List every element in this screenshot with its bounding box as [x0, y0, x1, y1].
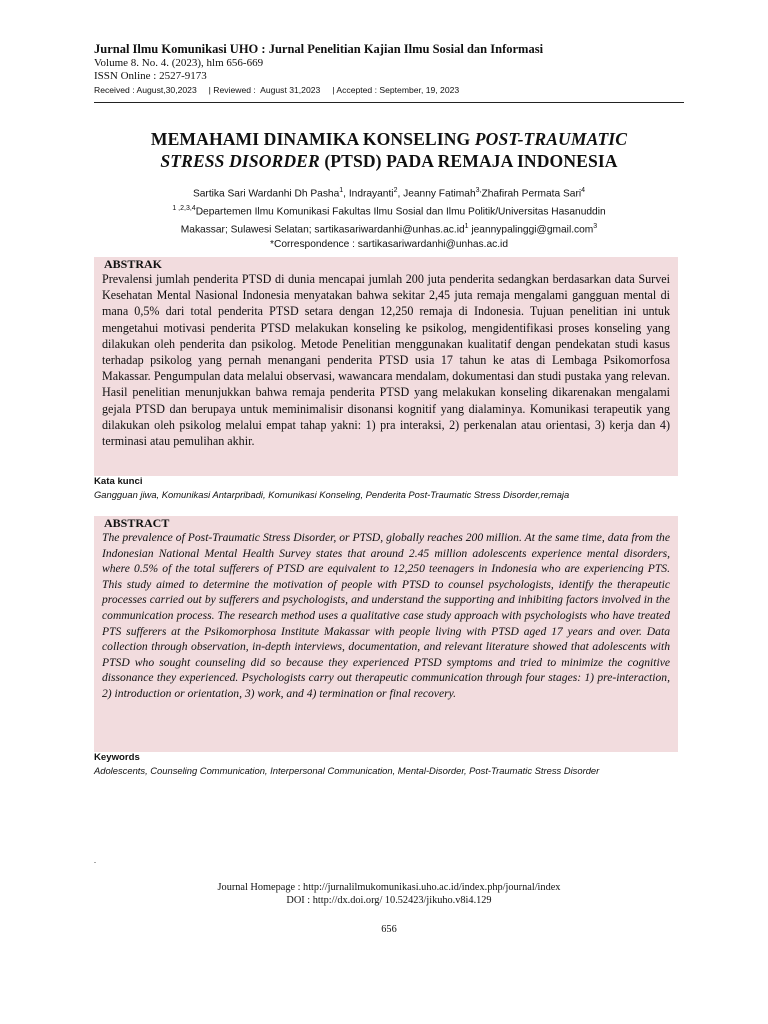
journal-issn: ISSN Online : 2527-9173 [94, 70, 207, 82]
abstrak-heading: ABSTRAK [104, 257, 163, 271]
header-rule [94, 102, 684, 103]
affiliation [94, 202, 684, 220]
page-number: 656 [381, 924, 397, 935]
author-sup: 4 [581, 187, 586, 194]
journal-title: Jurnal Ilmu Komunikasi UHO : Jurnal Penelitian Kajian Ilmu Sosial dan Informasi [94, 42, 544, 56]
journal-volume: Volume 8. No. 4. (2023), hlm 656-669 [94, 57, 264, 69]
correspondence: *Correspondence : sartikasariwardanhi@unhas.ac.id [270, 238, 508, 250]
paper-title [94, 128, 684, 172]
author-block [94, 184, 684, 252]
title-part: (PTSD) PADA REMAJA INDONESIA [319, 151, 618, 171]
abstract-text: The prevalence of Post-Traumatic Stress Disorder, or PTSD, globally reaches 200 million. At the same time, data from the Indonesian National Mental Health Survey states that around 2.45 million adolescents experience mental disorders, where 0.5% of the total sufferers of PTSD are equivalent to 12,250 teenagers in Indonesia who are experiencing PTS. This study aimed to determine the motivation of people with PTSD to counsel psychologists, identify the therapeutic processes carried out by sufferers and psychologists, and understand the supporting and inhibiting factors involved in the communication process. The research method uses a qualitative case study approach with psychologists who have treated PTS sufferers at the Psikomorphosa Institute Makassar with people living with PTSD aged 17 years and over. Data collection through observation, in-depth interviews, documentation, and relevant literature showed that adolescents with PTSD who sought counseling did so because they experienced PTSD symptoms and tried to minimize the cognitive dissonance they experienced. Psychologists carry out therapeutic communication through four stages: 1) pre-interaction, 2) introduction or orientation, 3) work, and 4) termination or final recovery. [102, 531, 670, 700]
keywords-text: Adolescents, Counseling Communication, Interpersonal Communication, Mental-Disorder, Post-Traumatic Stress Disorder [94, 765, 600, 776]
author-list [94, 184, 684, 202]
affiliation-sup: 3 [593, 222, 598, 230]
title-part-italic: POST-TRAUMATIC [474, 129, 628, 149]
author-name: Zhafirah Permata Sari [481, 188, 582, 200]
author-sup: 1 [339, 187, 344, 194]
kata-kunci-text: Gangguan jiwa, Komunikasi Antarpribadi, Komunikasi Konseling, Penderita Post-Traumatic Stress Disorder,remaja [94, 489, 570, 500]
author-name: Sartika Sari Wardanhi Dh Pasha [192, 188, 340, 200]
stray-dot: . [94, 856, 96, 865]
journal-dates: Received : August,30,2023 | Reviewed : August 31,2023 | Accepted : September, 19, 2023 [94, 85, 460, 95]
abstrak-box [94, 257, 678, 476]
affiliation-text: Departemen Ilmu Komunikasi Fakultas Ilmu Sosial dan Ilmu Politik/Universitas Hasanuddin [195, 206, 606, 218]
author-sup: 2 [393, 187, 398, 194]
abstract-heading: ABSTRACT [104, 516, 170, 530]
journal-header [94, 42, 684, 96]
affiliation-text: Makassar; Sulawesi Selatan; sartikasariwardanhi@unhas.ac.id [180, 224, 465, 236]
abstrak-text: Prevalensi jumlah penderita PTSD di dunia mencapai jumlah 200 juta penderita sedangkan berdasarkan data Survei Kesehatan Mental Nasional Indonesia menyatakan bahwa sekitar 2,45 juta remaja mengalami gangguan mental di mana 0,5% dari total penderita PTSD setara dengan 12,250 remaja di Indonesia. Tujuan penelitian ini untuk mengetahui motivasi penderita PTSD melakukan konseling ke psikolog, mengidentifikasi proses konseling yang dilakukan oleh penderita dan psikolog. Metode Penelitian menggunakan kualitatif dengan pendekatan studi kasus terhadap psikolog yang pernah menangani penderita PTSD usia 17 tahun ke atas di Lembaga Psikomorfosa Makassar. Pengumpulan data melalui observasi, wawancara mendalam, dokumentasi dan studi pustaka yang relevan. Hasil penelitian menunjukkan bahwa remaja penderita PTSD yang melakukan konseling dikarenakan mengalami gejala PTSD dan berupaya untuk meminimalisir disonansi kognitif yang dialaminya. Komunikasi terapeutik yang dilakukan oleh psikolog melalui empat tahap yakni: 1) pra interaksi, 2) perkenalan atau orientasi, 3) kerja dan 4) terminasi atau pemulihan akhir. [102, 272, 670, 449]
affiliation-sup: 1 [464, 222, 469, 230]
abstract-box [94, 516, 678, 752]
affiliation [94, 220, 684, 238]
title-part-italic: STRESS DISORDER [160, 151, 320, 171]
author-name: , Indrayanti [343, 188, 394, 200]
affiliation-text: jeannypalinggi@gmail.com [468, 224, 594, 236]
author-sup: 3, [475, 187, 482, 194]
author-name: , Jeanny Fatimah [397, 188, 476, 200]
title-part: MEMAHAMI DINAMIKA KONSELING [150, 129, 475, 149]
kata-kunci-label: Kata kunci [94, 476, 143, 487]
journal-homepage: Journal Homepage : http://jurnalilmukomunikasi.uho.ac.id/index.php/journal/index [217, 882, 561, 893]
keywords-label: Keywords [94, 752, 140, 763]
doi-line: DOI : http://dx.doi.org/ 10.52423/jikuho.v8i4.129 [286, 895, 492, 906]
affiliation-sup: 1 ,2,3,4 [172, 204, 196, 212]
